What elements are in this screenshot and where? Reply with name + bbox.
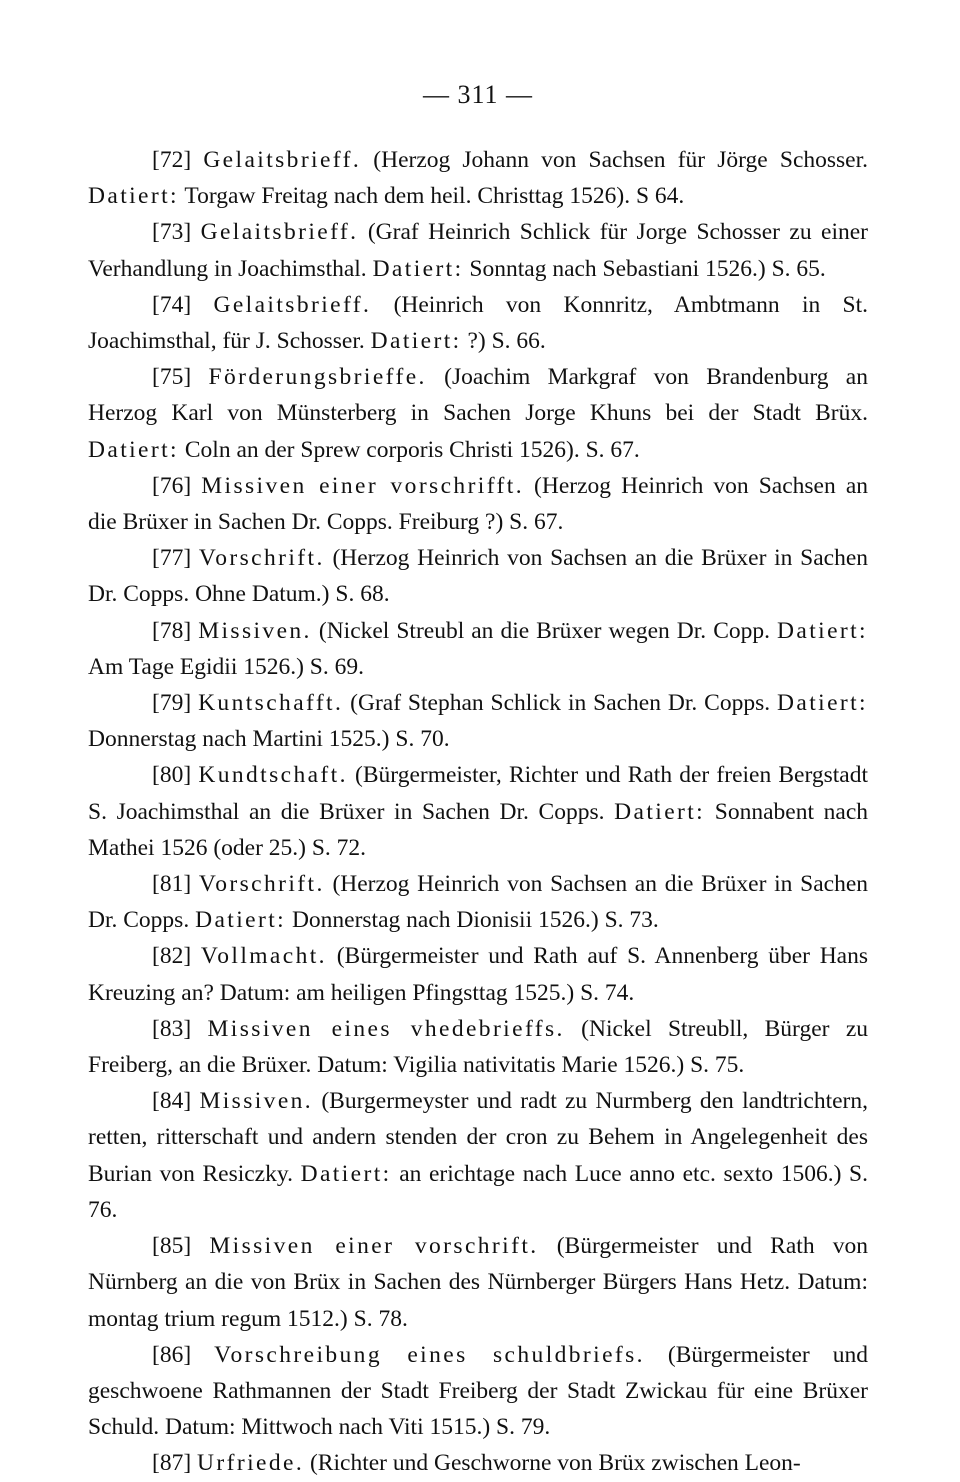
entry-74: [88, 287, 868, 359]
entry-number: [86]: [152, 1341, 192, 1368]
entry-date-text: Am Tage Egidii 1526.) S. 69.: [88, 653, 364, 680]
entry-title: Missiven.: [198, 617, 312, 644]
entry-86: [88, 1337, 868, 1446]
page-number: — 311 —: [422, 80, 534, 109]
entry-list: [88, 142, 868, 1482]
entry-body: (Graf Stephan Schlick in Sachen Dr. Copps.: [343, 690, 778, 717]
entry-body: (Nickel Streubll, Bürger zu Freiberg, an die Brüxer. Datum: Vigilia nativitatis Marie 1526.) S. 75.: [88, 1015, 868, 1079]
entry-date-text: Donnerstag nach Martini 1525.) S. 70.: [88, 726, 450, 753]
entry-title: Urfriede.: [197, 1450, 305, 1477]
entry-title: Vorschreibung eines schuldbriefs.: [214, 1341, 645, 1368]
entry-85: [88, 1228, 868, 1337]
entry-number: [80]: [152, 762, 192, 789]
entry-body: (Bürgermeister und Rath auf S. Annenberg über Hans Kreuzing an? Datum: am heiligen Pfingsttag 1525.) S. 74.: [88, 943, 869, 1006]
entry-date-text: Coln an der Sprew corporis Christi 1526). S. 67.: [178, 436, 640, 463]
entry-datiert-label: Datiert:: [614, 798, 706, 825]
entry-76: [88, 468, 868, 540]
entry-date-text: ?) S. 66.: [461, 328, 546, 355]
entry-78: [88, 613, 868, 685]
entry-body: (Bürgermeister und geschwoene Rathmannen der Stadt Freiberg der Stadt Zwickau für eine Brüxer Schuld. Datum: Mittwoch nach Viti 1515.) S. 79.: [88, 1341, 868, 1441]
entry-title: Missiven einer vorschrift.: [209, 1233, 539, 1260]
entry-number: [83]: [152, 1015, 192, 1042]
entry-number: [72]: [152, 147, 192, 173]
entry-date-text: Sonnabent nach Mathei 1526 (oder 25.) S. 72.: [88, 798, 869, 861]
entry-body: (Richter und Geschworne von Brüx zwischen Leon-: [304, 1450, 801, 1477]
entry-body: (Heinrich von Konnritz, Ambtmann in St. Joachimsthal, für J. Schosser.: [88, 291, 868, 355]
entry-number: [77]: [152, 545, 192, 572]
entry-title: Kuntschafft.: [198, 690, 344, 717]
entry-body: (Herzog Johann von Sachsen für Jörge Schosser.: [361, 147, 868, 173]
entry-77: [88, 540, 868, 612]
entry-number: [85]: [152, 1233, 192, 1260]
entry-datiert-label: Datiert:: [300, 1160, 392, 1187]
entry-date-text: Donnerstag nach Dionisii 1526.) S. 73.: [286, 907, 659, 934]
entry-title: Missiven einer vorschrifft.: [201, 472, 524, 499]
entry-title: Vorschrift.: [198, 545, 325, 572]
entry-title: Missiven eines vhedebrieffs.: [207, 1015, 565, 1042]
document-page: [88, 80, 868, 1482]
entry-title: Förderungsbrieffe.: [208, 364, 427, 391]
entry-75: [88, 359, 868, 468]
entry-73: [88, 214, 868, 286]
entry-number: [74]: [152, 291, 192, 318]
entry-body: (Herzog Heinrich von Sachsen an die Brüxer in Sachen Dr. Copps. Ohne Datum.) S. 68.: [88, 545, 868, 608]
entry-80: [88, 757, 868, 866]
entry-title: Vollmacht.: [200, 943, 327, 970]
entry-82: [88, 938, 868, 1010]
entry-number: [82]: [152, 943, 192, 970]
entry-body: (Herzog Heinrich von Sachsen an die Brüxer in Sachen Dr. Copps. Freiburg ?) S. 67.: [88, 472, 868, 536]
entry-number: [78]: [152, 617, 192, 644]
entry-number: [76]: [152, 472, 192, 499]
entry-datiert-label: Datiert:: [372, 255, 464, 282]
entry-body: (Graf Heinrich Schlick für Jorge Schosser zu einer Verhandlung in Joachimsthal.: [88, 219, 869, 282]
entry-datiert-label: Datiert:: [370, 328, 462, 355]
entry-81: [88, 866, 868, 938]
entry-number: [84]: [152, 1088, 192, 1115]
entry-title: Gelaitsbrieff.: [203, 147, 362, 173]
entry-datiert-label: Datiert:: [777, 617, 868, 644]
entry-date-text: an erichtage nach Luce anno etc. sexto 1506.) S. 76.: [88, 1160, 868, 1223]
entry-number: [81]: [152, 871, 192, 898]
entry-body: (Joachim Markgraf von Brandenburg an Herzog Karl von Münsterberg in Sachen Jorge Khuns bei der Stadt Brüx.: [88, 364, 868, 427]
entry-datiert-label: Datiert:: [777, 690, 868, 717]
entry-79: [88, 685, 868, 757]
entry-number: [73]: [152, 219, 192, 246]
entry-title: Vorschrift.: [198, 871, 325, 898]
entry-87: [88, 1445, 868, 1481]
entry-date-text: Sonntag nach Sebastiani 1526.) S. 65.: [463, 255, 826, 282]
entry-body: (Burgermeyster und radt zu Nurmberg den landtrichtern, retten, ritterschaft und andern stenden der cron zu Behem in Angelegenheit des Burian von Resiczky.: [88, 1088, 869, 1187]
entry-date-text: Torgaw Freitag nach dem heil. Christtag 1526). S 64.: [178, 183, 685, 210]
entry-72: [88, 142, 868, 214]
entry-body: (Nickel Streubl an die Brüxer wegen Dr. Copp.: [311, 617, 778, 644]
entry-body: (Herzog Heinrich von Sachsen an die Brüxer in Sachen Dr. Copps.: [88, 871, 868, 934]
entry-title: Gelaitsbrieff.: [213, 291, 372, 318]
entry-83: [88, 1011, 868, 1083]
entry-datiert-label: Datiert:: [88, 183, 179, 210]
entry-datiert-label: Datiert:: [195, 907, 287, 934]
entry-title: Kundtschaft.: [198, 762, 348, 789]
entry-datiert-label: Datiert:: [88, 436, 179, 463]
entry-number: [75]: [152, 364, 192, 391]
entry-title: Gelaitsbrieff.: [200, 219, 359, 246]
entry-number: [87]: [152, 1450, 192, 1477]
entry-body: (Bürgermeister und Rath von Nürnberg an die von Brüx in Sachen des Nürnberger Bürgers Hans Hetz. Datum: montag trium regum 1512.) S. 78.: [88, 1233, 869, 1332]
entry-number: [79]: [152, 690, 192, 717]
entry-title: Missiven.: [199, 1088, 314, 1115]
entry-body: (Bürgermeister, Richter und Rath der freien Bergstadt S. Joachimsthal an die Brüxer in Sachen Dr. Copps.: [88, 762, 869, 825]
entry-84: [88, 1083, 868, 1228]
